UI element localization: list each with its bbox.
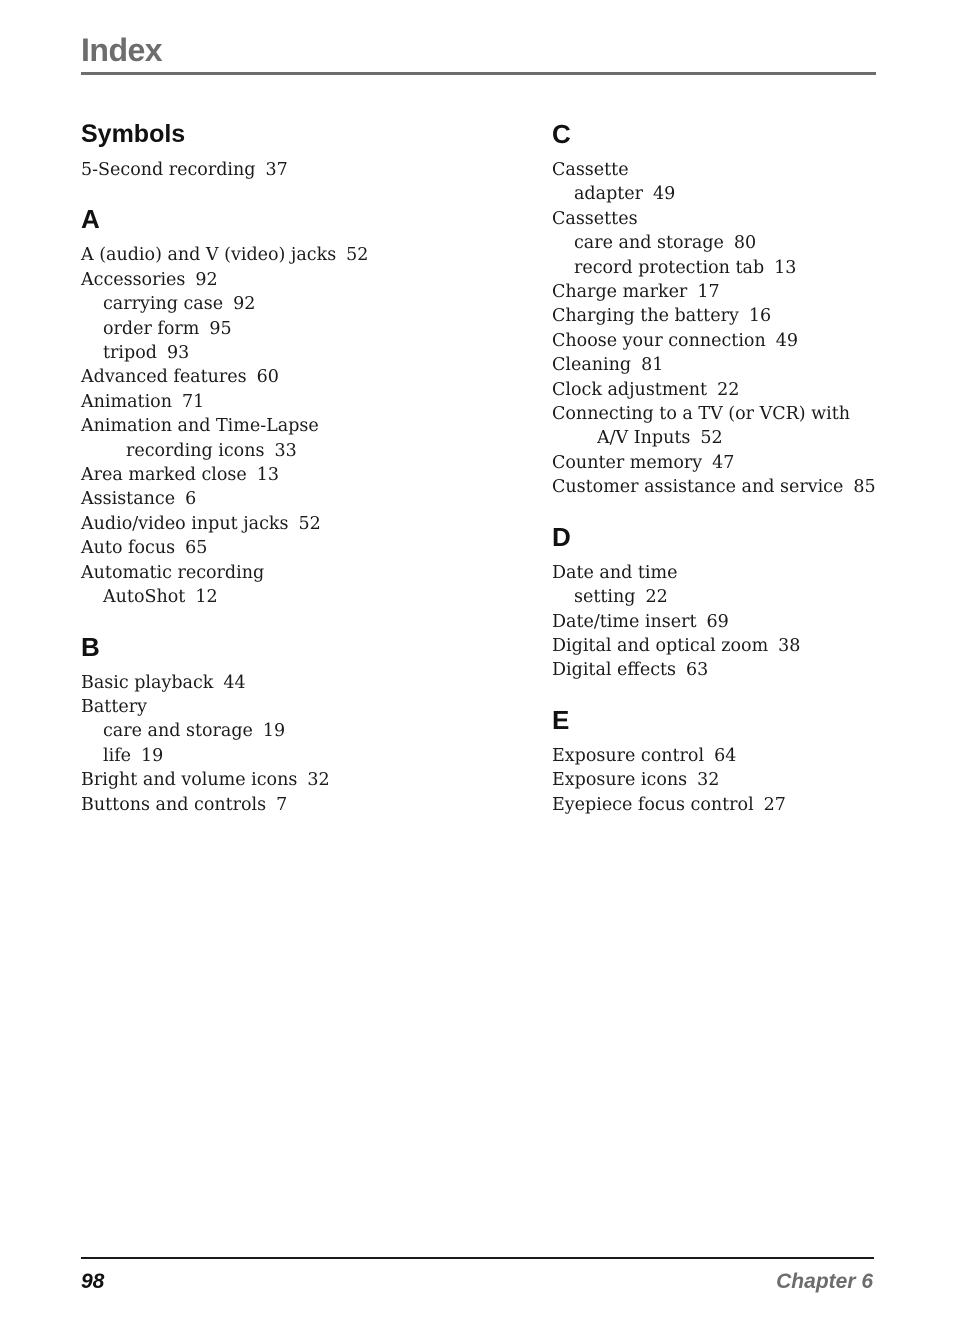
- footer-page-number: 98: [81, 1270, 105, 1293]
- index-entry: [552, 793, 882, 817]
- index-entry-text: Bright and volume icons: [81, 770, 298, 791]
- index-entry-text: order form: [103, 318, 200, 339]
- index-entry-page: 95: [209, 318, 232, 339]
- index-entry-text: record protection tab: [574, 257, 765, 278]
- index-entry-text: 5-Second recording: [81, 160, 256, 180]
- index-entry-page: 17: [697, 282, 720, 303]
- index-entry-page: 69: [706, 611, 729, 632]
- index-entry-page: 92: [233, 294, 256, 315]
- index-entry-page: 49: [653, 184, 676, 205]
- index-entry: [552, 402, 882, 426]
- index-entry-text: care and storage: [574, 233, 724, 254]
- index-entry-page: 32: [307, 770, 330, 791]
- index-entry: [81, 390, 461, 414]
- index-entry-page: 38: [778, 635, 801, 656]
- index-entry-text: Automatic recording: [81, 562, 265, 583]
- index-entry: [81, 414, 461, 438]
- index-entry: [552, 378, 882, 402]
- index-entry-page: 60: [256, 367, 279, 388]
- index-entry: [81, 744, 461, 768]
- index-entry-text: Assistance: [81, 489, 176, 510]
- index-entry: [552, 610, 882, 634]
- index-entry: [552, 256, 882, 280]
- index-entry: [552, 280, 882, 304]
- index-entry: [552, 304, 882, 328]
- index-entry: [81, 317, 461, 341]
- index-entry-page: 64: [714, 745, 737, 766]
- index-entry: [552, 475, 882, 499]
- index-entry-page: 6: [185, 489, 197, 510]
- index-entry: [81, 487, 461, 511]
- index-entry-text: Accessories: [81, 269, 186, 290]
- index-entry-text: Customer assistance and service: [552, 477, 844, 498]
- index-entry: [81, 365, 461, 389]
- index-entry: [552, 451, 882, 475]
- index-entry: [552, 158, 882, 182]
- index-entry-text: Buttons and controls: [81, 794, 267, 815]
- index-entry-text: Animation and Time-Lapse: [81, 416, 319, 437]
- index-entry: [81, 793, 461, 817]
- index-entry-page: 19: [262, 721, 286, 742]
- index-entry-page: 22: [645, 587, 668, 608]
- index-entry: [552, 744, 882, 768]
- index-entry-page: 80: [733, 233, 757, 254]
- index-entry: [81, 536, 461, 560]
- index-entry-text: Eyepiece focus control: [552, 794, 754, 815]
- index-entry-text: Audio/video input jacks: [81, 513, 289, 534]
- index-entry: [81, 341, 461, 365]
- index-entry: [552, 353, 882, 377]
- index-entry-text: Cleaning: [552, 355, 632, 376]
- index-entry-page: 22: [717, 379, 740, 400]
- index-entry: [552, 182, 882, 206]
- section-heading: C: [552, 119, 571, 149]
- index-entry-text: A/V Inputs: [597, 428, 691, 449]
- index-column-right: [552, 112, 882, 832]
- index-entry: [552, 768, 882, 792]
- index-entry-page: 13: [256, 465, 280, 486]
- index-entry-page: 37: [265, 160, 288, 180]
- index-entry: [552, 585, 882, 609]
- index-entry: [81, 585, 461, 609]
- index-entry-page: 92: [195, 269, 218, 290]
- index-entry-text: Animation: [81, 391, 172, 412]
- index-entry-page: 19: [141, 745, 164, 766]
- section-heading: B: [81, 631, 100, 662]
- index-entry-page: 32: [697, 770, 720, 791]
- index-entry-page: 7: [276, 794, 288, 815]
- section-heading: D: [552, 521, 571, 552]
- index-entry-text: Digital and optical zoom: [552, 635, 769, 656]
- index-entry-page: 49: [775, 330, 799, 351]
- index-entry: [81, 463, 461, 487]
- index-entry-text: adapter: [574, 184, 644, 205]
- index-entry: [81, 512, 461, 536]
- index-entry: [81, 768, 461, 792]
- index-entry-page: 33: [274, 440, 297, 461]
- index-column-left: [81, 112, 461, 832]
- index-entry: [552, 658, 882, 682]
- index-entry-page: 85: [853, 477, 876, 498]
- index-entry-text: Cassette: [552, 160, 629, 180]
- index-entry-text: Clock adjustment: [552, 379, 708, 400]
- index-entry-text: Area marked close: [81, 465, 247, 486]
- index-entry-text: Charging the battery: [552, 306, 739, 327]
- index-entry-text: Battery: [81, 696, 147, 717]
- section-heading: E: [552, 704, 570, 735]
- index-entry-text: carrying case: [103, 294, 224, 315]
- index-entry-list: [81, 158, 461, 182]
- index-entry-list: [552, 158, 882, 500]
- index-entry-text: care and storage: [103, 721, 253, 742]
- index-entry-page: 27: [763, 794, 786, 815]
- section-heading: Symbols: [81, 120, 186, 148]
- index-entry: [81, 439, 461, 463]
- index-entry-text: Charge marker: [552, 282, 688, 303]
- index-entry: [81, 671, 461, 695]
- page-title: Index: [81, 32, 163, 68]
- index-entry-page: 63: [686, 660, 709, 681]
- index-entry: [81, 719, 461, 743]
- index-entry: [552, 426, 882, 450]
- index-entry-page: 52: [700, 428, 723, 449]
- footer-rule: [81, 1257, 874, 1259]
- index-entry-page: 16: [748, 306, 772, 327]
- index-entry-page: 81: [641, 355, 664, 376]
- index-entry-text: Auto focus: [81, 538, 176, 559]
- index-entry-text: Date and time: [552, 562, 678, 583]
- index-entry: [81, 561, 461, 585]
- index-entry-list: [81, 671, 461, 817]
- index-entry-text: Digital effects: [552, 660, 677, 681]
- index-entry-list: [81, 243, 461, 609]
- index-entry: [552, 634, 882, 658]
- index-entry-page: 52: [298, 513, 321, 534]
- index-entry-text: Advanced features: [81, 367, 247, 388]
- index-entry-page: 93: [166, 343, 190, 364]
- index-entry: [552, 329, 882, 353]
- index-entry-text: Basic playback: [81, 672, 214, 693]
- index-entry: [81, 695, 461, 719]
- index-entry-text: tripod: [103, 343, 157, 364]
- index-entry-text: Connecting to a TV (or VCR) with: [552, 404, 851, 425]
- index-entry-text: recording icons: [126, 440, 265, 461]
- index-entry-list: [552, 744, 882, 817]
- index-entry-page: 52: [346, 245, 369, 266]
- index-entry-text: Counter memory: [552, 452, 703, 473]
- index-entry: [81, 243, 461, 267]
- index-entry-text: Cassettes: [552, 208, 638, 229]
- index-entry: [81, 292, 461, 316]
- index-entry-page: 44: [223, 672, 246, 693]
- title-rule: [81, 72, 876, 75]
- index-entry-page: 13: [774, 257, 797, 278]
- index-entry-text: Exposure control: [552, 745, 705, 766]
- index-entry-page: 71: [181, 391, 205, 412]
- index-entry-text: life: [103, 745, 132, 766]
- section-heading: A: [81, 204, 100, 235]
- index-entry: [81, 268, 461, 292]
- index-entry-text: Choose your connection: [552, 330, 766, 351]
- index-entry-list: [552, 561, 882, 683]
- footer-chapter: Chapter 6: [776, 1270, 873, 1293]
- index-entry-text: setting: [574, 587, 636, 608]
- index-entry-page: 47: [712, 452, 735, 473]
- index-entry: [552, 231, 882, 255]
- index-entry: [81, 158, 461, 182]
- index-entry-page: 12: [195, 587, 218, 608]
- index-entry: [552, 207, 882, 231]
- index-entry-text: A (audio) and V (video) jacks: [81, 245, 337, 266]
- index-entry-text: Date/time insert: [552, 611, 697, 632]
- index-entry-text: Exposure icons: [552, 770, 688, 791]
- index-entry-page: 65: [185, 538, 208, 559]
- index-entry: [552, 561, 882, 585]
- index-entry-text: AutoShot: [103, 587, 186, 608]
